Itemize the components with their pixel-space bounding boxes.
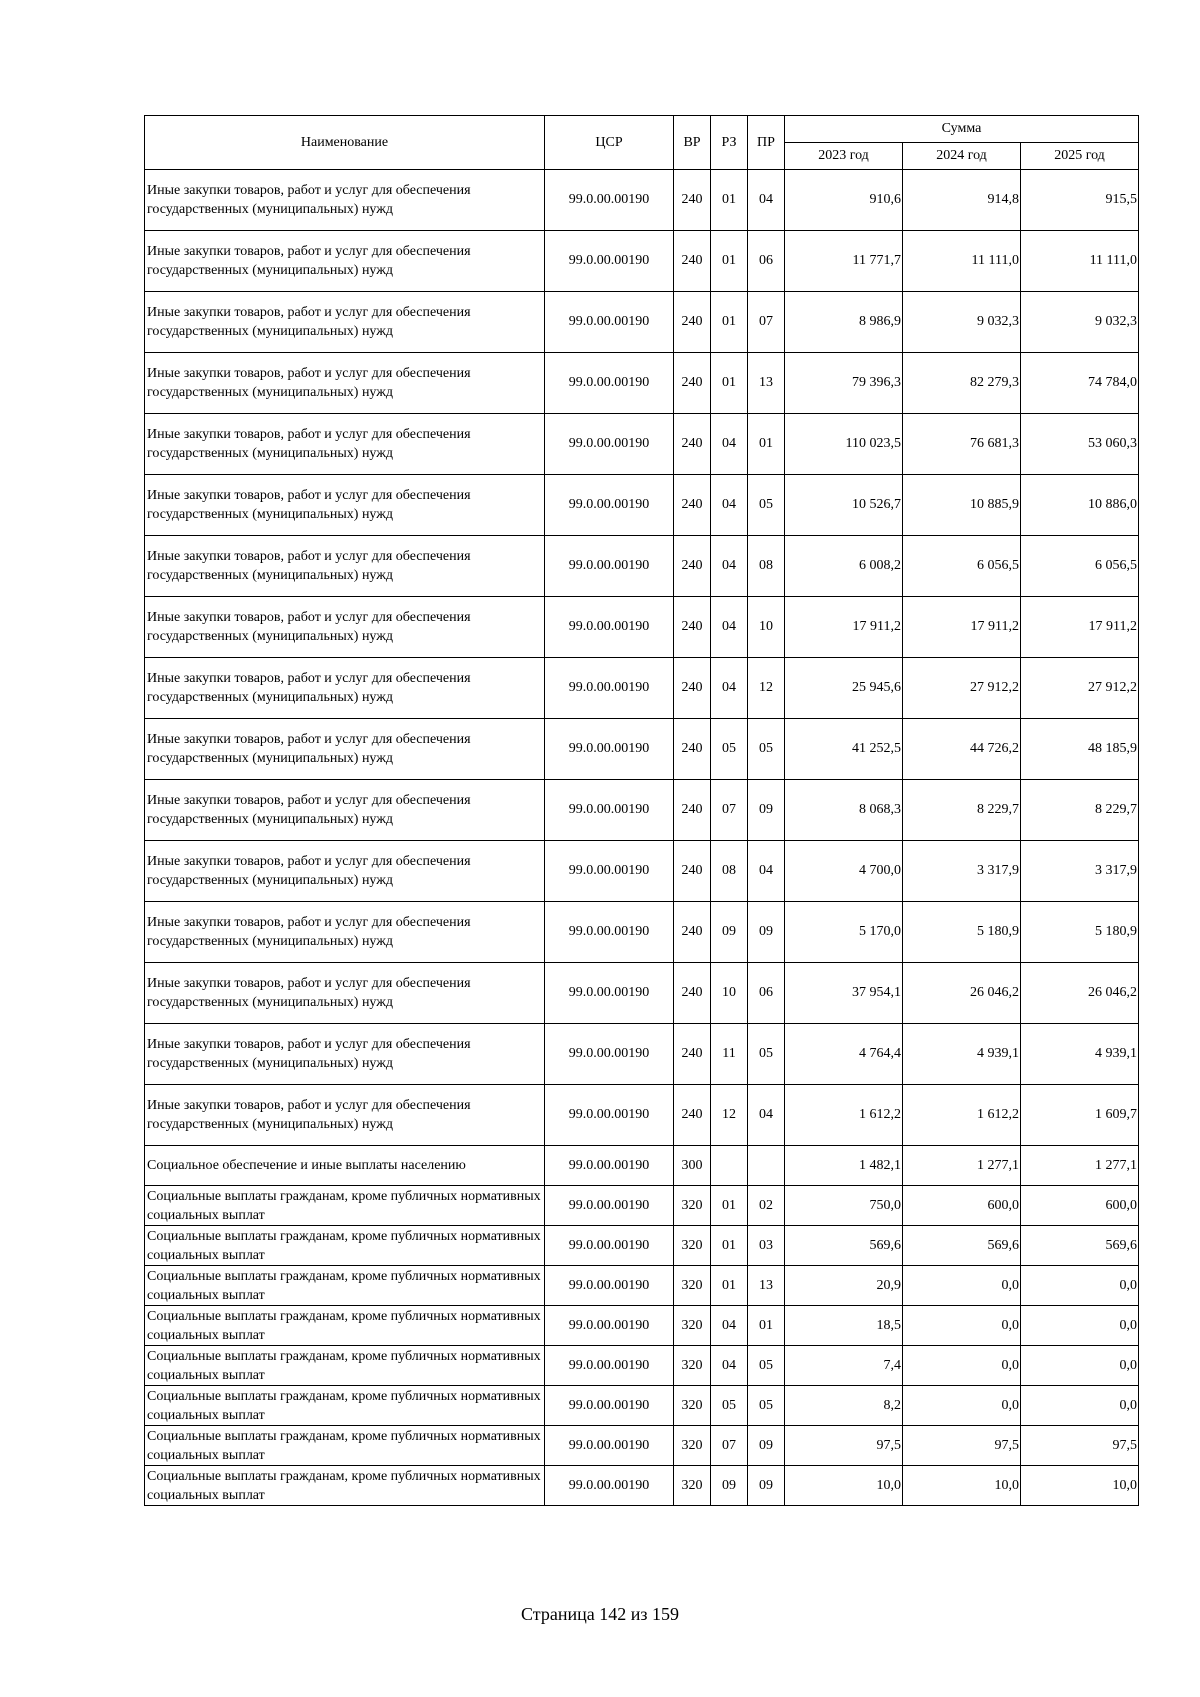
cell-vr: 320 xyxy=(674,1186,711,1226)
cell-pr: 09 xyxy=(748,1466,785,1506)
cell-2024: 27 912,2 xyxy=(903,658,1021,719)
header-2025: 2025 год xyxy=(1021,143,1139,170)
cell-2023: 18,5 xyxy=(785,1306,903,1346)
cell-csr: 99.0.00.00190 xyxy=(545,536,674,597)
cell-name: Социальные выплаты гражданам, кроме публичных нормативных социальных выплат xyxy=(145,1306,545,1346)
cell-2024: 6 056,5 xyxy=(903,536,1021,597)
cell-rz: 04 xyxy=(711,414,748,475)
cell-2023: 1 612,2 xyxy=(785,1085,903,1146)
cell-csr: 99.0.00.00190 xyxy=(545,353,674,414)
cell-csr: 99.0.00.00190 xyxy=(545,414,674,475)
cell-rz: 07 xyxy=(711,780,748,841)
cell-rz: 04 xyxy=(711,1306,748,1346)
cell-2024: 569,6 xyxy=(903,1226,1021,1266)
cell-csr: 99.0.00.00190 xyxy=(545,170,674,231)
cell-2025: 10 886,0 xyxy=(1021,475,1139,536)
cell-csr: 99.0.00.00190 xyxy=(545,292,674,353)
cell-2025: 569,6 xyxy=(1021,1226,1139,1266)
cell-rz: 04 xyxy=(711,475,748,536)
cell-csr: 99.0.00.00190 xyxy=(545,1426,674,1466)
header-rz: РЗ xyxy=(711,116,748,170)
cell-2023: 10 526,7 xyxy=(785,475,903,536)
cell-2025: 0,0 xyxy=(1021,1306,1139,1346)
table-row xyxy=(145,597,1139,658)
cell-2023: 37 954,1 xyxy=(785,963,903,1024)
cell-2024: 76 681,3 xyxy=(903,414,1021,475)
cell-2024: 0,0 xyxy=(903,1386,1021,1426)
cell-vr: 240 xyxy=(674,1024,711,1085)
cell-2023: 8 986,9 xyxy=(785,292,903,353)
cell-2023: 910,6 xyxy=(785,170,903,231)
cell-2023: 8,2 xyxy=(785,1386,903,1426)
cell-2025: 8 229,7 xyxy=(1021,780,1139,841)
cell-pr: 12 xyxy=(748,658,785,719)
cell-name: Иные закупки товаров, работ и услуг для обеспечения государственных (муниципальных) нужд xyxy=(145,170,545,231)
cell-pr xyxy=(748,1146,785,1186)
table-row xyxy=(145,1186,1139,1226)
cell-2025: 97,5 xyxy=(1021,1426,1139,1466)
cell-2025: 0,0 xyxy=(1021,1266,1139,1306)
cell-2024: 1 277,1 xyxy=(903,1146,1021,1186)
cell-2024: 0,0 xyxy=(903,1266,1021,1306)
cell-2025: 26 046,2 xyxy=(1021,963,1139,1024)
cell-2023: 17 911,2 xyxy=(785,597,903,658)
cell-csr: 99.0.00.00190 xyxy=(545,1146,674,1186)
table-row xyxy=(145,658,1139,719)
table-row xyxy=(145,1085,1139,1146)
table-row xyxy=(145,841,1139,902)
cell-2025: 0,0 xyxy=(1021,1346,1139,1386)
cell-vr: 240 xyxy=(674,841,711,902)
cell-name: Иные закупки товаров, работ и услуг для обеспечения государственных (муниципальных) нужд xyxy=(145,841,545,902)
cell-2024: 82 279,3 xyxy=(903,353,1021,414)
table-row xyxy=(145,1346,1139,1386)
cell-rz: 04 xyxy=(711,597,748,658)
cell-pr: 08 xyxy=(748,536,785,597)
header-2024: 2024 год xyxy=(903,143,1021,170)
cell-2025: 3 317,9 xyxy=(1021,841,1139,902)
cell-2024: 10,0 xyxy=(903,1466,1021,1506)
cell-name: Социальные выплаты гражданам, кроме публичных нормативных социальных выплат xyxy=(145,1386,545,1426)
cell-2023: 569,6 xyxy=(785,1226,903,1266)
cell-pr: 05 xyxy=(748,1346,785,1386)
cell-2025: 4 939,1 xyxy=(1021,1024,1139,1085)
cell-name: Иные закупки товаров, работ и услуг для обеспечения государственных (муниципальных) нужд xyxy=(145,658,545,719)
cell-vr: 240 xyxy=(674,353,711,414)
cell-2023: 20,9 xyxy=(785,1266,903,1306)
cell-name: Иные закупки товаров, работ и услуг для обеспечения государственных (муниципальных) нужд xyxy=(145,780,545,841)
cell-rz: 01 xyxy=(711,353,748,414)
cell-name: Социальные выплаты гражданам, кроме публичных нормативных социальных выплат xyxy=(145,1426,545,1466)
cell-2023: 41 252,5 xyxy=(785,719,903,780)
cell-2023: 110 023,5 xyxy=(785,414,903,475)
cell-pr: 10 xyxy=(748,597,785,658)
cell-rz: 09 xyxy=(711,1466,748,1506)
cell-pr: 02 xyxy=(748,1186,785,1226)
cell-pr: 05 xyxy=(748,1386,785,1426)
cell-name: Иные закупки товаров, работ и услуг для обеспечения государственных (муниципальных) нужд xyxy=(145,353,545,414)
cell-csr: 99.0.00.00190 xyxy=(545,597,674,658)
table-row xyxy=(145,231,1139,292)
cell-2024: 0,0 xyxy=(903,1306,1021,1346)
cell-2024: 914,8 xyxy=(903,170,1021,231)
cell-vr: 240 xyxy=(674,597,711,658)
cell-2024: 1 612,2 xyxy=(903,1085,1021,1146)
cell-vr: 240 xyxy=(674,414,711,475)
cell-2024: 0,0 xyxy=(903,1346,1021,1386)
cell-2025: 27 912,2 xyxy=(1021,658,1139,719)
cell-vr: 240 xyxy=(674,536,711,597)
cell-csr: 99.0.00.00190 xyxy=(545,1085,674,1146)
cell-csr: 99.0.00.00190 xyxy=(545,841,674,902)
cell-csr: 99.0.00.00190 xyxy=(545,902,674,963)
cell-2023: 79 396,3 xyxy=(785,353,903,414)
cell-2023: 7,4 xyxy=(785,1346,903,1386)
cell-2023: 10,0 xyxy=(785,1466,903,1506)
cell-csr: 99.0.00.00190 xyxy=(545,963,674,1024)
cell-vr: 240 xyxy=(674,292,711,353)
cell-vr: 320 xyxy=(674,1226,711,1266)
cell-2024: 17 911,2 xyxy=(903,597,1021,658)
cell-2025: 915,5 xyxy=(1021,170,1139,231)
table-row xyxy=(145,536,1139,597)
cell-2024: 26 046,2 xyxy=(903,963,1021,1024)
cell-pr: 09 xyxy=(748,1426,785,1466)
cell-rz: 01 xyxy=(711,1186,748,1226)
table-row xyxy=(145,902,1139,963)
cell-vr: 240 xyxy=(674,780,711,841)
table-row xyxy=(145,1226,1139,1266)
cell-vr: 240 xyxy=(674,658,711,719)
cell-name: Социальное обеспечение и иные выплаты населению xyxy=(145,1146,545,1186)
cell-2024: 4 939,1 xyxy=(903,1024,1021,1085)
cell-vr: 320 xyxy=(674,1306,711,1346)
cell-rz: 04 xyxy=(711,536,748,597)
cell-name: Иные закупки товаров, работ и услуг для обеспечения государственных (муниципальных) нужд xyxy=(145,719,545,780)
cell-rz: 01 xyxy=(711,231,748,292)
cell-pr: 09 xyxy=(748,902,785,963)
table-row xyxy=(145,1266,1139,1306)
table-row xyxy=(145,1466,1139,1506)
cell-2024: 97,5 xyxy=(903,1426,1021,1466)
cell-csr: 99.0.00.00190 xyxy=(545,780,674,841)
cell-2023: 4 700,0 xyxy=(785,841,903,902)
cell-2024: 9 032,3 xyxy=(903,292,1021,353)
cell-2023: 97,5 xyxy=(785,1426,903,1466)
cell-name: Иные закупки товаров, работ и услуг для обеспечения государственных (муниципальных) нужд xyxy=(145,963,545,1024)
cell-rz: 01 xyxy=(711,1266,748,1306)
cell-name: Иные закупки товаров, работ и услуг для обеспечения государственных (муниципальных) нужд xyxy=(145,414,545,475)
table-row xyxy=(145,292,1139,353)
cell-name: Иные закупки товаров, работ и услуг для обеспечения государственных (муниципальных) нужд xyxy=(145,902,545,963)
cell-name: Социальные выплаты гражданам, кроме публичных нормативных социальных выплат xyxy=(145,1266,545,1306)
budget-table xyxy=(144,115,1139,1506)
cell-2023: 6 008,2 xyxy=(785,536,903,597)
table-row xyxy=(145,1146,1139,1186)
cell-pr: 05 xyxy=(748,719,785,780)
cell-2025: 11 111,0 xyxy=(1021,231,1139,292)
cell-rz: 11 xyxy=(711,1024,748,1085)
cell-2025: 48 185,9 xyxy=(1021,719,1139,780)
cell-pr: 09 xyxy=(748,780,785,841)
cell-pr: 04 xyxy=(748,1085,785,1146)
cell-2025: 9 032,3 xyxy=(1021,292,1139,353)
cell-name: Социальные выплаты гражданам, кроме публичных нормативных социальных выплат xyxy=(145,1466,545,1506)
cell-vr: 240 xyxy=(674,475,711,536)
cell-csr: 99.0.00.00190 xyxy=(545,475,674,536)
header-csr: ЦСР xyxy=(545,116,674,170)
cell-2025: 10,0 xyxy=(1021,1466,1139,1506)
cell-name: Иные закупки товаров, работ и услуг для обеспечения государственных (муниципальных) нужд xyxy=(145,292,545,353)
cell-rz: 05 xyxy=(711,719,748,780)
cell-2024: 3 317,9 xyxy=(903,841,1021,902)
cell-2023: 11 771,7 xyxy=(785,231,903,292)
cell-name: Иные закупки товаров, работ и услуг для обеспечения государственных (муниципальных) нужд xyxy=(145,1085,545,1146)
cell-2024: 600,0 xyxy=(903,1186,1021,1226)
table-row xyxy=(145,1306,1139,1346)
cell-vr: 240 xyxy=(674,1085,711,1146)
cell-2025: 0,0 xyxy=(1021,1386,1139,1426)
cell-2025: 17 911,2 xyxy=(1021,597,1139,658)
cell-pr: 06 xyxy=(748,963,785,1024)
cell-2023: 750,0 xyxy=(785,1186,903,1226)
cell-name: Социальные выплаты гражданам, кроме публичных нормативных социальных выплат xyxy=(145,1346,545,1386)
cell-2025: 74 784,0 xyxy=(1021,353,1139,414)
cell-rz: 04 xyxy=(711,658,748,719)
cell-vr: 320 xyxy=(674,1386,711,1426)
table-header xyxy=(145,116,1139,170)
cell-2023: 1 482,1 xyxy=(785,1146,903,1186)
cell-vr: 300 xyxy=(674,1146,711,1186)
cell-csr: 99.0.00.00190 xyxy=(545,1266,674,1306)
cell-vr: 240 xyxy=(674,902,711,963)
cell-name: Иные закупки товаров, работ и услуг для обеспечения государственных (муниципальных) нужд xyxy=(145,597,545,658)
header-pr: ПР xyxy=(748,116,785,170)
cell-2025: 53 060,3 xyxy=(1021,414,1139,475)
cell-rz: 12 xyxy=(711,1085,748,1146)
cell-rz xyxy=(711,1146,748,1186)
cell-vr: 320 xyxy=(674,1466,711,1506)
header-name: Наименование xyxy=(145,116,545,170)
cell-csr: 99.0.00.00190 xyxy=(545,1346,674,1386)
cell-2024: 5 180,9 xyxy=(903,902,1021,963)
cell-name: Иные закупки товаров, работ и услуг для обеспечения государственных (муниципальных) нужд xyxy=(145,231,545,292)
cell-rz: 09 xyxy=(711,902,748,963)
cell-csr: 99.0.00.00190 xyxy=(545,1186,674,1226)
cell-vr: 240 xyxy=(674,231,711,292)
cell-rz: 05 xyxy=(711,1386,748,1426)
cell-pr: 04 xyxy=(748,170,785,231)
cell-pr: 13 xyxy=(748,353,785,414)
cell-pr: 13 xyxy=(748,1266,785,1306)
cell-pr: 07 xyxy=(748,292,785,353)
cell-2024: 11 111,0 xyxy=(903,231,1021,292)
cell-name: Социальные выплаты гражданам, кроме публичных нормативных социальных выплат xyxy=(145,1186,545,1226)
cell-vr: 240 xyxy=(674,963,711,1024)
cell-2025: 600,0 xyxy=(1021,1186,1139,1226)
cell-name: Иные закупки товаров, работ и услуг для обеспечения государственных (муниципальных) нужд xyxy=(145,536,545,597)
header-sum: Сумма xyxy=(785,116,1139,143)
cell-name: Иные закупки товаров, работ и услуг для обеспечения государственных (муниципальных) нужд xyxy=(145,475,545,536)
table-row xyxy=(145,170,1139,231)
table-row xyxy=(145,1024,1139,1085)
cell-rz: 01 xyxy=(711,292,748,353)
cell-rz: 01 xyxy=(711,170,748,231)
cell-pr: 06 xyxy=(748,231,785,292)
cell-vr: 240 xyxy=(674,170,711,231)
cell-2024: 8 229,7 xyxy=(903,780,1021,841)
cell-2023: 25 945,6 xyxy=(785,658,903,719)
cell-vr: 320 xyxy=(674,1426,711,1466)
cell-csr: 99.0.00.00190 xyxy=(545,658,674,719)
cell-csr: 99.0.00.00190 xyxy=(545,719,674,780)
cell-rz: 07 xyxy=(711,1426,748,1466)
cell-2025: 5 180,9 xyxy=(1021,902,1139,963)
cell-2023: 5 170,0 xyxy=(785,902,903,963)
cell-rz: 10 xyxy=(711,963,748,1024)
cell-vr: 240 xyxy=(674,719,711,780)
table-row xyxy=(145,780,1139,841)
cell-2025: 1 277,1 xyxy=(1021,1146,1139,1186)
cell-name: Социальные выплаты гражданам, кроме публичных нормативных социальных выплат xyxy=(145,1226,545,1266)
cell-pr: 05 xyxy=(748,475,785,536)
cell-pr: 05 xyxy=(748,1024,785,1085)
cell-csr: 99.0.00.00190 xyxy=(545,1306,674,1346)
cell-rz: 04 xyxy=(711,1346,748,1386)
header-vr: ВР xyxy=(674,116,711,170)
table-row xyxy=(145,1426,1139,1466)
cell-vr: 320 xyxy=(674,1346,711,1386)
cell-2023: 8 068,3 xyxy=(785,780,903,841)
cell-csr: 99.0.00.00190 xyxy=(545,1024,674,1085)
cell-rz: 08 xyxy=(711,841,748,902)
cell-vr: 320 xyxy=(674,1266,711,1306)
cell-2025: 6 056,5 xyxy=(1021,536,1139,597)
header-2023: 2023 год xyxy=(785,143,903,170)
table-row xyxy=(145,1386,1139,1426)
table-row xyxy=(145,414,1139,475)
cell-csr: 99.0.00.00190 xyxy=(545,1386,674,1426)
cell-pr: 01 xyxy=(748,1306,785,1346)
cell-2024: 44 726,2 xyxy=(903,719,1021,780)
cell-pr: 04 xyxy=(748,841,785,902)
table-row xyxy=(145,963,1139,1024)
cell-2025: 1 609,7 xyxy=(1021,1085,1139,1146)
cell-csr: 99.0.00.00190 xyxy=(545,1226,674,1266)
cell-pr: 03 xyxy=(748,1226,785,1266)
table-row xyxy=(145,475,1139,536)
table-row xyxy=(145,353,1139,414)
table-body xyxy=(145,170,1139,1506)
cell-pr: 01 xyxy=(748,414,785,475)
cell-2023: 4 764,4 xyxy=(785,1024,903,1085)
cell-2024: 10 885,9 xyxy=(903,475,1021,536)
cell-rz: 01 xyxy=(711,1226,748,1266)
cell-name: Иные закупки товаров, работ и услуг для обеспечения государственных (муниципальных) нужд xyxy=(145,1024,545,1085)
cell-csr: 99.0.00.00190 xyxy=(545,231,674,292)
table-row xyxy=(145,719,1139,780)
cell-csr: 99.0.00.00190 xyxy=(545,1466,674,1506)
page-number: Страница 142 из 159 xyxy=(521,1604,679,1624)
